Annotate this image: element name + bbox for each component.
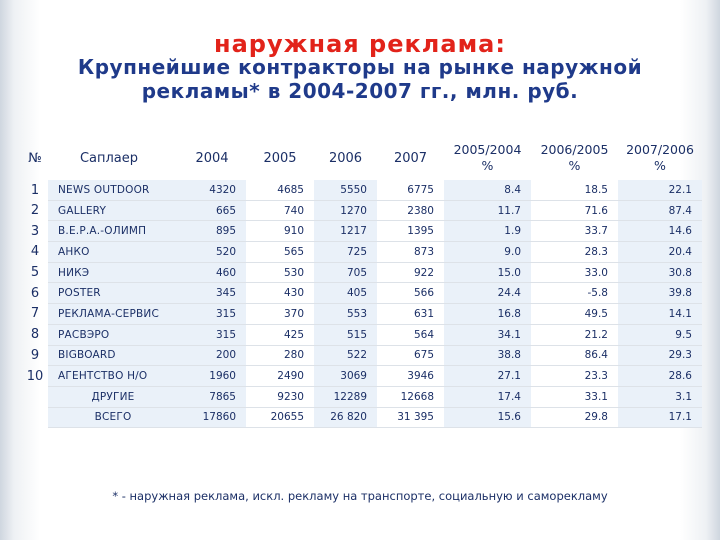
table-cell: 740 [246, 200, 314, 221]
table-cell: 566 [377, 283, 444, 304]
row-number: 7 [30, 306, 40, 322]
table-cell: 22.1 [618, 180, 702, 200]
contractor-name: ВСЕГО [48, 407, 178, 428]
row-number [22, 407, 48, 428]
table-cell: 23.3 [531, 366, 618, 387]
table-row [22, 200, 702, 221]
table-cell: 315 [178, 324, 246, 345]
table-cell: 7865 [178, 386, 246, 407]
table-cell: 4320 [178, 180, 246, 200]
table-cell: 33.0 [531, 262, 618, 283]
row-number: 10 [26, 368, 44, 384]
table-cell: 20655 [246, 407, 314, 428]
table-cell: 280 [246, 345, 314, 366]
table-cell: 3.1 [618, 386, 702, 407]
table-cell: 1217 [314, 221, 377, 242]
table-cell: 3946 [377, 366, 444, 387]
page-subtitle-line2: рекламы* в 2004-2007 гг., млн. руб. [141, 79, 579, 103]
table-cell: 922 [377, 262, 444, 283]
header-num: № [28, 150, 42, 166]
table-cell: 29.8 [531, 407, 618, 428]
footnote: * - наружная реклама, искл. рекламу на транспорте, социальную и саморекламу [112, 489, 608, 503]
table-cell: 34.1 [444, 324, 531, 345]
row-number: 1 [30, 182, 40, 198]
table-row [22, 283, 702, 304]
table-cell: 522 [314, 345, 377, 366]
table-cell: 87.4 [618, 200, 702, 221]
table-row [22, 262, 702, 283]
table-cell: 17860 [178, 407, 246, 428]
header-2005-2004-label: 2005/2004 [453, 142, 522, 157]
table-cell: 665 [178, 200, 246, 221]
table-cell: 2380 [377, 200, 444, 221]
table-cell: 18.5 [531, 180, 618, 200]
table-row [22, 324, 702, 345]
table-cell: 4685 [246, 180, 314, 200]
table-cell: 9230 [246, 386, 314, 407]
table-cell: 345 [178, 283, 246, 304]
table-cell: 14.1 [618, 304, 702, 325]
table-row [22, 180, 702, 200]
contractor-name: GALLERY [48, 200, 178, 221]
table-cell: 200 [178, 345, 246, 366]
table-row [22, 221, 702, 242]
table-cell: 9.5 [618, 324, 702, 345]
table-cell: 20.4 [618, 242, 702, 263]
table-cell: 1.9 [444, 221, 531, 242]
table-cell: 425 [246, 324, 314, 345]
table-cell: 460 [178, 262, 246, 283]
table-cell: 725 [314, 242, 377, 263]
header-2005: 2005 [263, 150, 297, 166]
table-cell: 631 [377, 304, 444, 325]
header-2004: 2004 [195, 150, 229, 166]
table-cell: 2490 [246, 366, 314, 387]
table-cell: 873 [377, 242, 444, 263]
table-cell: 21.2 [531, 324, 618, 345]
header-2006-2005-label: 2006/2005 [540, 142, 609, 157]
row-number: 4 [30, 244, 40, 260]
contractor-name: АГЕНТСТВО Н/О [48, 366, 178, 387]
table-cell: 12668 [377, 386, 444, 407]
table-cell: 3069 [314, 366, 377, 387]
table-cell: 1395 [377, 221, 444, 242]
contractor-name: NEWS OUTDOOR [48, 180, 178, 200]
table-cell: -5.8 [531, 283, 618, 304]
table-cell: 29.3 [618, 345, 702, 366]
contractor-name: BIGBOARD [48, 345, 178, 366]
table-cell: 5550 [314, 180, 377, 200]
table-cell: 30.8 [618, 262, 702, 283]
contractor-name: АНКО [48, 242, 178, 263]
row-number: 9 [30, 347, 40, 363]
contractors-table [22, 136, 702, 428]
table-cell: 895 [178, 221, 246, 242]
table-cell: 315 [178, 304, 246, 325]
table-cell: 430 [246, 283, 314, 304]
table-cell: 38.8 [444, 345, 531, 366]
header-2006-2005 [531, 136, 618, 180]
header-2005-2004 [444, 136, 531, 180]
table-cell: 17.4 [444, 386, 531, 407]
table-row [22, 345, 702, 366]
table-cell: 1960 [178, 366, 246, 387]
table-cell: 553 [314, 304, 377, 325]
table-cell: 565 [246, 242, 314, 263]
page-title: наружная реклама: [214, 30, 506, 58]
table-cell: 39.8 [618, 283, 702, 304]
header-2007-2006-unit: % [654, 158, 666, 173]
table-row [22, 407, 702, 428]
table-cell: 15.6 [444, 407, 531, 428]
table-cell: 9.0 [444, 242, 531, 263]
table-cell: 675 [377, 345, 444, 366]
row-number [22, 386, 48, 407]
table-cell: 28.3 [531, 242, 618, 263]
table-row [22, 242, 702, 263]
table-header-row [22, 136, 702, 180]
table-cell: 405 [314, 283, 377, 304]
table-cell: 27.1 [444, 366, 531, 387]
table-cell: 564 [377, 324, 444, 345]
table-cell: 71.6 [531, 200, 618, 221]
header-2006-2005-unit: % [568, 158, 581, 173]
contractor-name: В.Е.Р.А.-ОЛИМП [48, 221, 178, 242]
contractor-name: ДРУГИЕ [48, 386, 178, 407]
row-number: 8 [30, 327, 40, 343]
table-cell: 14.6 [618, 221, 702, 242]
header-2007: 2007 [393, 150, 428, 166]
table-cell: 1270 [314, 200, 377, 221]
table-cell: 910 [246, 221, 314, 242]
table-cell: 16.8 [444, 304, 531, 325]
table-cell: 28.6 [618, 366, 702, 387]
table-cell: 49.5 [531, 304, 618, 325]
table-cell: 6775 [377, 180, 444, 200]
table-cell: 705 [314, 262, 377, 283]
contractor-name: РАСВЭРО [48, 324, 178, 345]
row-number: 5 [30, 265, 40, 281]
table-cell: 8.4 [444, 180, 531, 200]
table-cell: 515 [314, 324, 377, 345]
header-2005-2004-unit: % [481, 158, 494, 173]
header-name: Саплаер [79, 150, 139, 166]
header-2006: 2006 [328, 150, 363, 166]
contractor-name: POSTER [48, 283, 178, 304]
table-cell: 520 [178, 242, 246, 263]
page-subtitle-line1: Крупнейшие контракторы на рынке наружной [77, 55, 643, 79]
table-cell: 17.1 [618, 407, 702, 428]
table-cell: 370 [246, 304, 314, 325]
table-row [22, 304, 702, 325]
table-cell: 12289 [314, 386, 377, 407]
table-cell: 24.4 [444, 283, 531, 304]
table-cell: 31 395 [377, 407, 444, 428]
row-number: 6 [30, 285, 40, 301]
table-row [22, 386, 702, 407]
table-cell: 530 [246, 262, 314, 283]
table-row [22, 366, 702, 387]
row-number: 2 [30, 203, 40, 219]
row-number: 3 [30, 223, 40, 239]
table-cell: 15.0 [444, 262, 531, 283]
table-cell: 26 820 [314, 407, 377, 428]
header-2007-2006-label: 2007/2006 [626, 142, 694, 157]
table-cell: 33.1 [531, 386, 618, 407]
table-cell: 86.4 [531, 345, 618, 366]
table-cell: 33.7 [531, 221, 618, 242]
contractor-name: РЕКЛАМА-СЕРВИС [48, 304, 178, 325]
table-cell: 11.7 [444, 200, 531, 221]
header-2007-2006 [618, 136, 702, 180]
contractor-name: НИКЭ [48, 262, 178, 283]
